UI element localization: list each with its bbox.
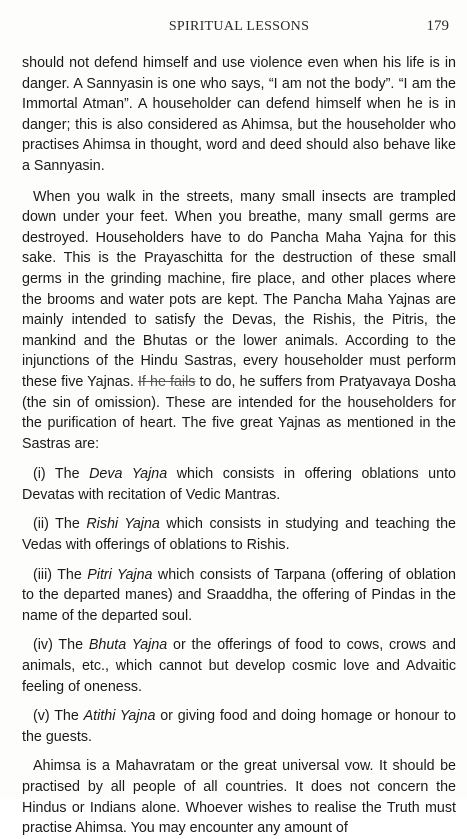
struck-through-text: If he fails	[137, 373, 196, 390]
paragraph-pancha-maha-yajna	[22, 187, 456, 455]
running-title: SPIRITUAL LESSONS	[168, 19, 310, 34]
paragraph-text: to do, he suffers from Pratyavaya Dosha (the sin of omission). These are intended for the householders for the purification of heart. The five great Yajnas as mentioned in the Sastras are:	[22, 373, 456, 452]
list-item-pitri-yajna	[22, 565, 456, 627]
running-head	[22, 14, 456, 36]
list-item-atithi-yajna	[22, 706, 456, 747]
paragraph-text: When you walk in the streets, many small insects are trampled down under your feet. When you breathe, many small germs are destroyed. Householders have to do Pancha Maha Yajna for this sake. This is the Prayaschitta for the destruction of these small germs in the grinding machine, fire place, and other places where the brooms and water pots are kept. The Pancha Maha Yajnas are mainly intended to satisfy the Devas, the Rishis, the Pitris, the mankind and the Bhutas or the lower animals. According to the injunctions of the Hindu Sastras, every householder must perform these five Yajnas.	[22, 188, 456, 390]
list-item-text: which consists in offering oblations unto Devatas with recitation of Vedic Mantras.	[22, 466, 456, 503]
yajna-name: Pitri Yajna	[87, 566, 153, 583]
list-item-text: or the offerings of food to cows, crows and animals, etc., which cannot but develop cosmic love and Advaitic feeling of oneness.	[22, 637, 456, 695]
body-text	[22, 53, 456, 839]
yajna-name: Atithi Yajna	[83, 708, 156, 725]
paragraph-continuation: should not defend himself and use violence even when his life is in danger. A Sannyasin is one who says, “I am not the body”. “I am the Immortal Atman”. A householder can defend himself when he is in danger; this is also considered as Ahimsa, but the householder who practises Ahimsa in thought, word and deed should also behave like a Sannyasin.	[22, 55, 456, 174]
yajna-name: Bhuta Yajna	[88, 637, 168, 654]
list-item-marker: (ii) The	[33, 516, 87, 533]
page-number: 179	[426, 18, 449, 34]
list-item-rishi-yajna	[22, 514, 456, 555]
list-item-deva-yajna	[22, 464, 456, 505]
list-item-marker: (iii) The	[33, 566, 88, 583]
list-item-text: or giving food and doing homage or honour to the guests.	[22, 708, 456, 745]
list-item-marker: (v) The	[33, 708, 84, 725]
paragraph-ahimsa: Ahimsa is a Mahavratam or the great universal vow. It should be practised by all people of all countries. It does not concern the Hindus or Indians alone. Whoever wishes to realise the Truth must practise Ahimsa. You may encounter any amount of	[22, 758, 456, 837]
list-item-text: which consists in studying and teaching the Vedas with offerings of oblations to Rishis.	[22, 516, 456, 554]
list-item-marker: (i) The	[33, 466, 90, 483]
list-item-text: which consists of Tarpana (offering of oblation to the departed manes) and Sraaddha, the offering of Pindas in the name of the departed soul.	[22, 566, 457, 624]
yajna-name: Deva Yajna	[89, 466, 168, 483]
list-item-marker: (iv) The	[33, 637, 89, 654]
yajna-name: Rishi Yajna	[86, 516, 160, 533]
list-item-bhuta-yajna	[22, 635, 456, 697]
